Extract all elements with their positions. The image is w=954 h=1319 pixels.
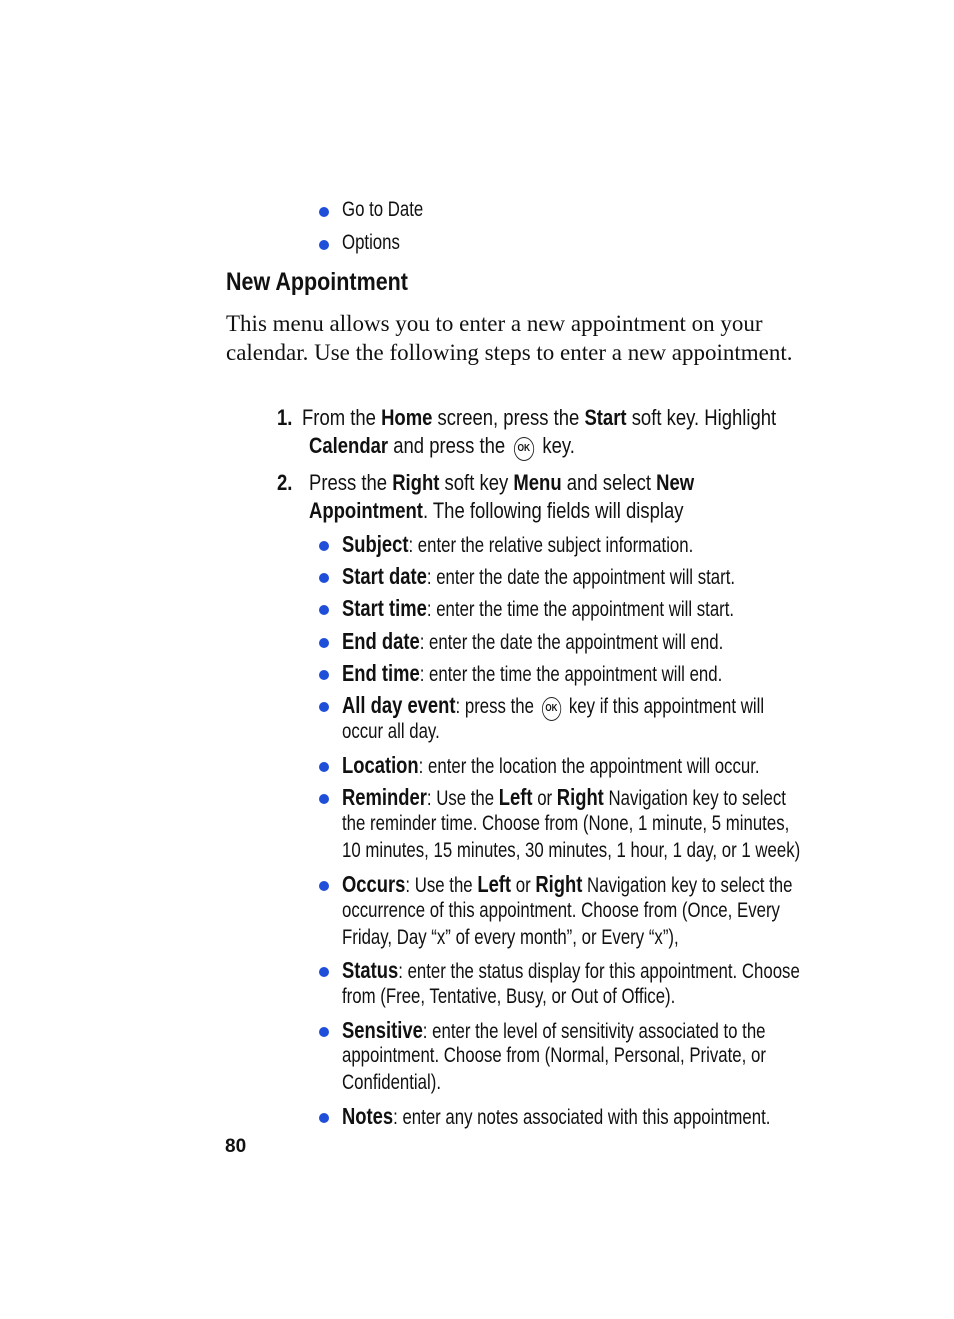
field-occurs: Occurs: Use the Left or Right Navigation key to select the	[342, 871, 793, 897]
intro-paragraph: This menu allows you to enter a new appointment on your calendar. Use the following steps to enter a new appointment.	[226, 311, 793, 365]
field-end-time: End time: enter the time the appointment will end.	[342, 660, 723, 686]
field-status: Status: enter the status display for this appointment. Choose	[342, 957, 800, 983]
ok-key-icon: OK	[514, 437, 534, 461]
section-heading: New Appointment	[226, 268, 408, 296]
step-number: 1.	[277, 405, 293, 430]
page-number: 80	[225, 1136, 247, 1157]
bullet-dot	[319, 207, 329, 217]
field-subject: Subject: enter the relative subject information.	[342, 531, 694, 557]
step2-line2: Appointment. The following fields will display	[309, 498, 684, 523]
step1-line1: From the Home screen, press the Start soft key. Highlight	[302, 405, 777, 430]
step-number: 2.	[277, 470, 293, 495]
ok-key-icon: OK	[542, 697, 561, 721]
bullet-dot	[319, 670, 329, 680]
field-start-date: Start date: enter the date the appointment will start.	[342, 563, 736, 589]
bullet-dot	[319, 573, 329, 583]
bullet-dot	[319, 541, 329, 551]
field-occurs-cont1: occurrence of this appointment. Choose from (Once, Every	[342, 899, 780, 922]
field-notes: Notes: enter any notes associated with this appointment.	[342, 1103, 771, 1129]
field-reminder-cont1: the reminder time. Choose from (None, 1 minute, 5 minutes,	[342, 812, 790, 835]
bullet-dot	[319, 881, 329, 891]
field-sensitive-cont1: appointment. Choose from (Normal, Personal, Private, or	[342, 1044, 766, 1067]
field-sensitive-cont2: Confidential).	[342, 1071, 441, 1094]
field-reminder-cont2: 10 minutes, 15 minutes, 30 minutes, 1 hour, 1 day, or 1 week)	[342, 839, 801, 862]
bullet-dot	[319, 762, 329, 772]
field-start-time: Start time: enter the time the appointment will start.	[342, 595, 735, 621]
field-all-day-event-cont: occur all day.	[342, 720, 440, 743]
field-all-day-event: All day event: press the OK key if this appointment will	[342, 692, 764, 721]
step2-line1: Press the Right soft key Menu and select New	[309, 470, 695, 495]
step1-line2: Calendar and press the OK key.	[309, 433, 575, 461]
bullet-dot	[319, 605, 329, 615]
bullet-dot	[319, 638, 329, 648]
bullet-dot	[319, 1113, 329, 1123]
field-occurs-cont2: Friday, Day “x” of every month”, or Every “x”),	[342, 926, 679, 949]
bullet-text: Options	[342, 231, 400, 254]
field-sensitive: Sensitive: enter the level of sensitivity associated to the	[342, 1017, 766, 1043]
field-reminder: Reminder: Use the Left or Right Navigation key to select	[342, 784, 786, 810]
field-status-cont: from (Free, Tentative, Busy, or Out of Office).	[342, 985, 676, 1008]
bullet-dot	[319, 967, 329, 977]
bullet-dot	[319, 1027, 329, 1037]
bullet-dot	[319, 794, 329, 804]
bullet-text: Go to Date	[342, 198, 424, 221]
bullet-dot	[319, 702, 329, 712]
field-location: Location: enter the location the appointment will occur.	[342, 752, 760, 778]
bullet-dot	[319, 240, 329, 250]
field-end-date: End date: enter the date the appointment will end.	[342, 628, 724, 654]
